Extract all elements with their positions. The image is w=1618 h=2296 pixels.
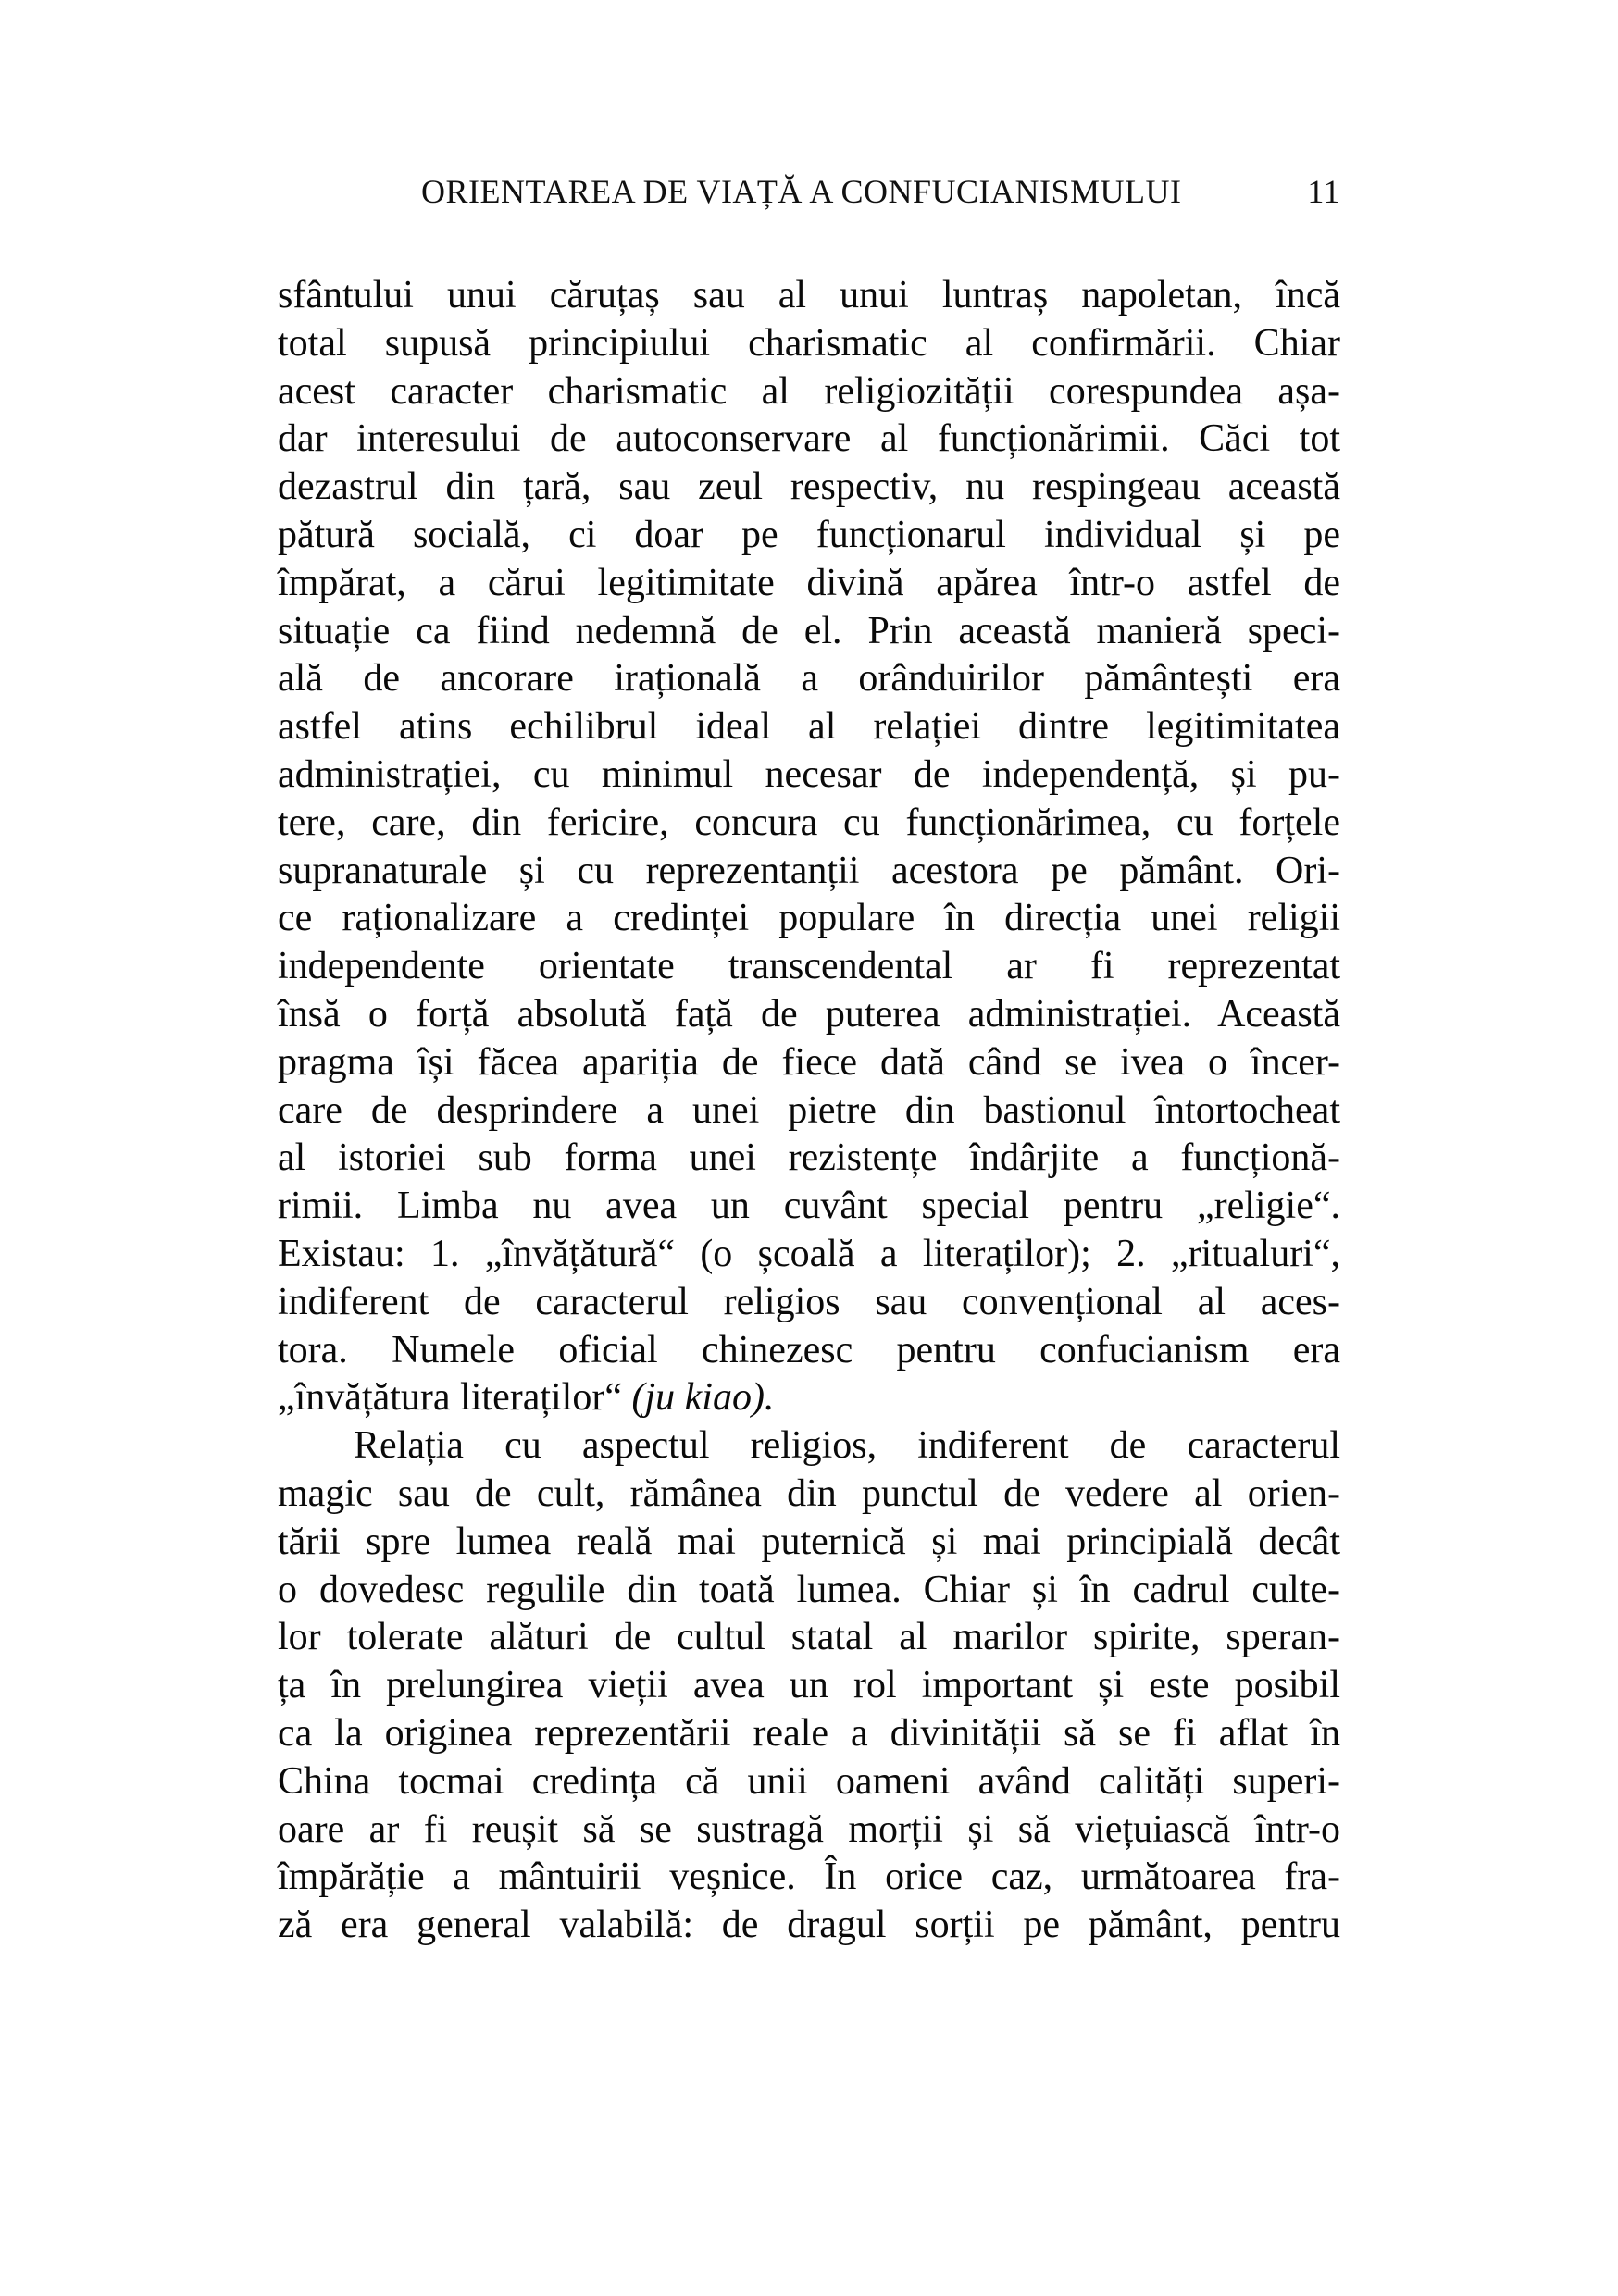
italic-term: (ju kiao). (631, 1376, 775, 1420)
text-line: tere, care, din fericire, concura cu funcționărimea, cu forțele (278, 800, 1340, 844)
text-line: care de desprindere a unei pietre din bastionul întortocheat (278, 1088, 1340, 1132)
text-line: total supusă principiului charismatic al confirmării. Chiar (278, 321, 1340, 365)
text-line: magic sau de cult, rămânea din punctul de vedere al orien- (278, 1471, 1340, 1515)
text-line: astfel atins echilibrul ideal al relației dintre legitimitatea (278, 705, 1340, 749)
paragraph-2 (278, 1422, 1340, 1950)
body-text (278, 272, 1340, 1950)
text-line: dar interesului de autoconservare al funcționărimii. Căci tot (278, 417, 1340, 461)
text-line: dezastrul din țară, sau zeul respectiv, nu respingeau această (278, 465, 1340, 509)
text-line-last (278, 1374, 1340, 1422)
text-line: ce raționalizare a credinței populare în direcția unei religii (278, 897, 1340, 940)
running-title: ORIENTAREA DE VIAȚĂ A CONFUCIANISMULUI (421, 173, 1182, 210)
text-line: împărat, a cărui legitimitate divină apărea într-o astfel de (278, 561, 1340, 604)
text-line-indented: Relația cu aspectul religios, indiferent de caracterul (354, 1424, 1340, 1468)
text-line: situație ca fiind nedemnă de el. Prin această manieră speci- (278, 609, 1340, 652)
text-line: indiferent de caracterul religios sau convențional al aces- (278, 1280, 1340, 1323)
text-line: ța în prelungirea vieții avea un rol important și este posibil (278, 1664, 1340, 1707)
text-line: ca la originea reprezentării reale a divinității să se fi aflat în (278, 1711, 1340, 1755)
page-number: 11 (1307, 173, 1340, 210)
text-line: sfântului unui căruțaș sau al unui luntraș napoletan, încă (278, 274, 1340, 316)
text-line: pragma își făcea apariția de fiece dată când se ivea o încer- (278, 1040, 1340, 1084)
text-line: lor tolerate alături de cultul statal al marilor spirite, speran- (278, 1616, 1340, 1659)
text-line: pătură socială, ci doar pe funcționarul individual și pe (278, 513, 1340, 556)
text-line: ală de ancorare irațională a orânduirilor pământești era (278, 657, 1340, 701)
text-line: Existau: 1. „învățătură“ (o școală a literaților); 2. „ritualuri“, (278, 1232, 1340, 1275)
running-header (278, 165, 1340, 220)
text-line: o dovedesc regulile din toată lumea. Chiar și în cadrul culte- (278, 1568, 1340, 1611)
text-line: al istoriei sub forma unei rezistențe îndârjite a funcționă- (278, 1136, 1340, 1180)
text-line: tării spre lumea reală mai puternică și mai principială decât (278, 1520, 1340, 1563)
text-line: însă o forță absolută față de puterea administrației. Această (278, 992, 1340, 1036)
text-line: supranaturale și cu reprezentanții acestora pe pământ. Ori- (278, 849, 1340, 892)
text-line: administrației, cu minimul necesar de independență, și pu- (278, 752, 1340, 796)
text-line: tora. Numele oficial chinezesc pentru confucianism era (278, 1328, 1340, 1371)
text-line: China tocmai credința că unii oameni având calități superi- (278, 1759, 1340, 1803)
text-line: împărăție a mântuirii veșnice. În orice caz, următoarea fra- (278, 1855, 1340, 1899)
text-line: independente orientate transcendental ar fi reprezentat (278, 945, 1340, 988)
text-line: acest caracter charismatic al religiozității corespundea așa- (278, 369, 1340, 413)
text-line: oare ar fi reușit să se sustragă morții și să viețuiască într-o (278, 1807, 1340, 1851)
text-run: „învățătura literaților“ (278, 1376, 632, 1420)
paragraph-1 (278, 272, 1340, 1422)
text-line: ză era general valabilă: de dragul sorții pe pământ, pentru (278, 1904, 1340, 1947)
text-line: rimii. Limba nu avea un cuvânt special pentru „religie“. (278, 1185, 1340, 1228)
